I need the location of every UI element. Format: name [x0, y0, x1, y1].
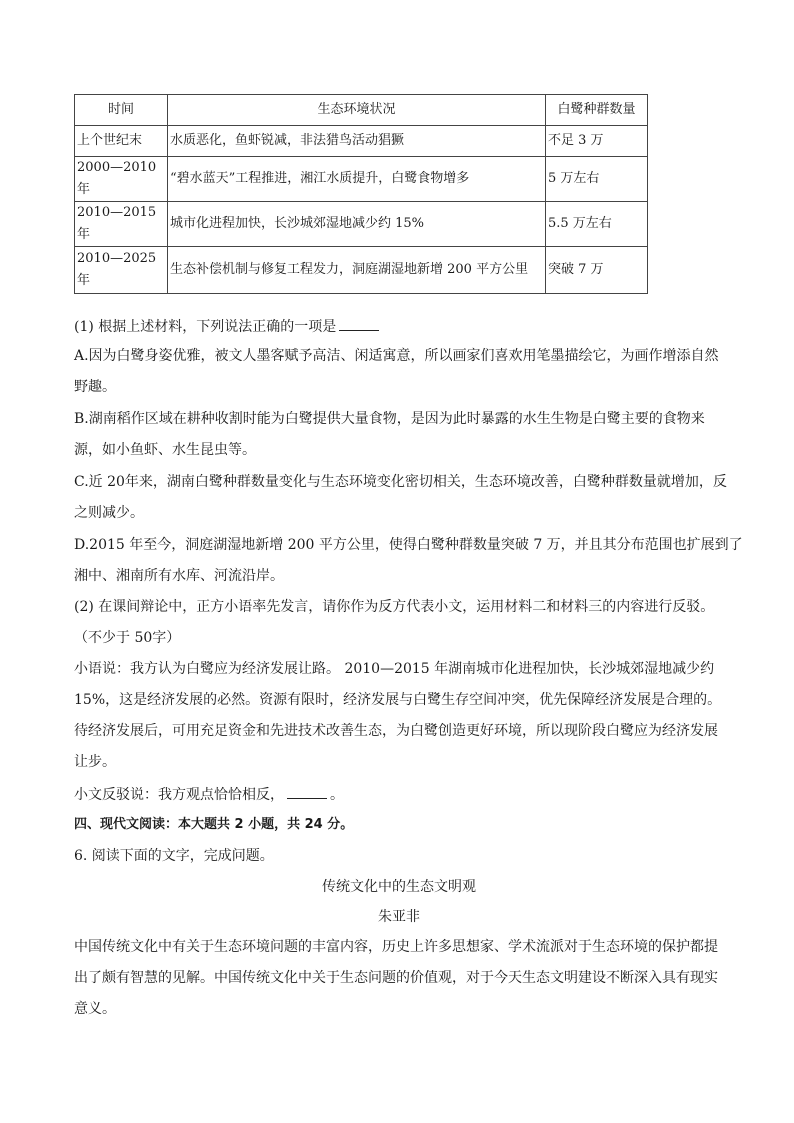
header-environment: 生态环境状况: [168, 95, 546, 126]
section-4-heading: 四、现代文阅读：本大题共 2 小题，共 24 分。: [74, 817, 354, 832]
xiaowen-rebuttal: [74, 784, 724, 805]
question-1-text: (1) 根据上述材料，下列说法正确的一项是: [74, 319, 337, 335]
option-a-line-2: 野趣。: [74, 379, 116, 395]
table-cell: “碧水蓝天”工程推进，湘江水质提升，白鹭食物增多: [168, 157, 546, 202]
header-time: 时间: [75, 95, 168, 126]
question-2-stem: (2) 在课间辩论中，正方小语率先发言，请你作为反方代表小文，运用材料二和材料三的内容进行反驳。: [74, 599, 715, 615]
question-6-stem: 6. 阅读下面的文字，完成问题。: [74, 848, 274, 864]
table-cell: 2000—2010 年: [75, 157, 168, 202]
article-author: 朱亚非: [378, 909, 420, 925]
option-c-line-1: C.近 20年来，湖南白鹭种群数量变化与生态环境变化密切相关，生态环境改善，白鹭种群数量就增加，反: [74, 474, 727, 490]
option-d-line-2: 湘中、湘南所有水库、河流沿岸。: [74, 568, 284, 584]
question-2-requirement: （不少于 50字）: [74, 630, 181, 646]
option-b-line-1: B.湖南稻作区域在耕种收割时能为白鹭提供大量食物，是因为此时暴露的水生生物是白鹭主要的食物来: [74, 411, 705, 427]
table-cell: 不足 3 万: [546, 126, 648, 157]
table-cell: 水质恶化，鱼虾锐减，非法猎鸟活动猖獗: [168, 126, 546, 157]
table-cell: 城市化进程加快，长沙城郊湿地减少约 15%: [168, 202, 546, 247]
article-body-line-1: 中国传统文化中有关于生态环境问题的丰富内容，历史上许多思想家、学术流派对于生态环境的保护都提: [74, 939, 718, 955]
rebuttal-blank[interactable]: [287, 784, 327, 799]
table-cell: 上个世纪末: [75, 126, 168, 157]
answer-blank[interactable]: [339, 316, 379, 331]
article-body-line-3: 意义。: [74, 1001, 116, 1017]
table-row: [75, 247, 648, 294]
header-population: 白鹭种群数量: [546, 95, 648, 126]
table-cell: 2010—2025 年: [75, 247, 168, 294]
xiaoyu-line-1: 小语说：我方认为白鹭应为经济发展让路。 2010—2015 年湖南城市化进程加快，长沙城郊湿地减少约: [74, 661, 715, 677]
table-header-row: [75, 95, 648, 126]
option-a-line-1: A.因为白鹭身姿优雅，被文人墨客赋予高洁、闲适寓意，所以画家们喜欢用笔墨描绘它，为画作增添自然: [74, 348, 719, 364]
question-1-stem: [74, 316, 724, 337]
option-b-line-2: 源，如小鱼虾、水生昆虫等。: [74, 442, 256, 458]
table-cell: 生态补偿机制与修复工程发力，洞庭湖湿地新增 200 平方公里: [168, 247, 546, 294]
table-row: [75, 157, 648, 202]
option-d-line-1: D.2015 年至今，洞庭湖湿地新增 200 平方公里，使得白鹭种群数量突破 7 万，并且其分布范围也扩展到了: [74, 537, 743, 553]
article-body-line-2: 出了颇有智慧的见解。中国传统文化中关于生态问题的价值观，对于今天生态文明建设不断深入具有现实: [74, 970, 718, 986]
rebuttal-text: 小文反驳说：我方观点恰恰相反，: [74, 787, 284, 803]
table-cell: 突破 7 万: [546, 247, 648, 294]
xiaoyu-line-2: 15%，这是经济发展的必然。资源有限时，经济发展与白鹭生存空间冲突，优先保障经济发展是合理的。: [74, 692, 722, 708]
rebuttal-end: 。: [330, 787, 344, 803]
ecology-table: [74, 94, 648, 294]
table-cell: 2010—2015 年: [75, 202, 168, 247]
article-title: 传统文化中的生态文明观: [322, 879, 476, 895]
xiaoyu-line-3: 待经济发展后，可用充足资金和先进技术改善生态，为白鹭创造更好环境，所以现阶段白鹭应为经济发展: [74, 723, 718, 739]
xiaoyu-line-4: 让步。: [74, 754, 116, 770]
table-cell: 5 万左右: [546, 157, 648, 202]
table-row: [75, 202, 648, 247]
option-c-line-2: 之则减少。: [74, 505, 144, 521]
table-row: [75, 126, 648, 157]
table-cell: 5.5 万左右: [546, 202, 648, 247]
